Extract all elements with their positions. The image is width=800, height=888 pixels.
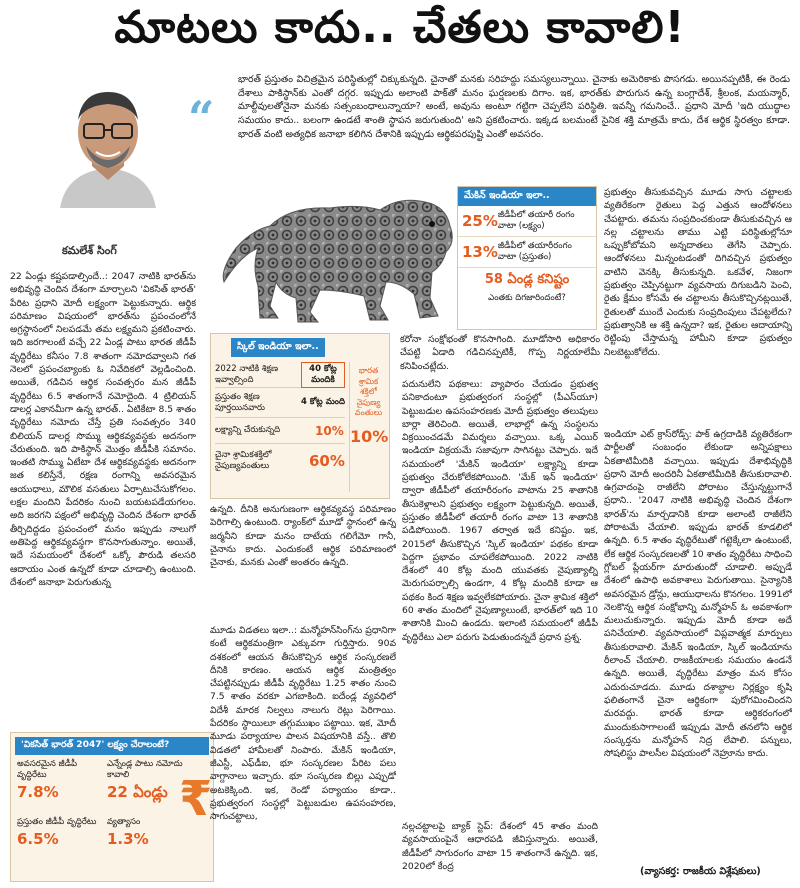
intro-paragraph: భారత్‌ ప్రస్తుతం విచిత్రమైన పరిస్థితుల్లో చిక్కుకున్నది. చైనాతో మనకు సరిహద్దు సమస్యలున్నాయి. చైనాకు అమెరికాకు పొసగడు. అయినప్పటికీ, ఈ రెండు దేశాలు పాకిస్థాన్‌కు ఎంతో దగ్గర. ఇప్పుడు అలాంటి పాక్‌తో మనం ఘర్షణలకు దిగాం. ఇక, భారత్‌కు పొరుగున ఉన్న బంగ్లాదేశ్‌, శ్రీలంక, మయన్మార్‌, మాల్దీవులతోనైనా మనకు సత్సంబంధాలున్నాయా? అంటే, అవును అంటూ గట్టిగా చెప్పలేని పరిస్థితి. ఇవన్నీ గమనించే.. ప్రధాని మోదీ 'ఇది యుద్ధాల సమయం కాదు.. బలంగా ఉండటే శాంతి స్థాపన జరుగుతుంది' అని ప్రకటించారు. ఇక్కడ బలమంటే సైనిక శక్తి మాత్రమే కాదు, దేశ ఆర్థిక స్థిరత్వం కూడా. భారత్‌ వంటి అత్యధిక జనాభా కలిగిన దేశానికి ఇప్పుడు ఆర్థికపరపుష్టి ఎంతో అవసరం.: [238, 74, 790, 140]
author-photo: [46, 80, 170, 208]
col2-bottom-text: మూడు విడతలు ఇలా..: మన్మోహన్‌సింగ్‌ను ప్రధానిగా కంటే ఆర్థికమంత్రిగా ఎక్కువగా గుర్తిస్తారు. 90వ దశకంలో ఆయన తీసుకొచ్చిన ఆర్థిక సంస్కరణలే దీనికి కారణం. ఆయన ఆర్థిక మంత్రిత్వం చేపట్టినప్పుడు జీడీపీ వృద్ధిరేటు 1.25 శాతం నుంచి 7.5 శాతం వరకూ ఎగబాకింది. ఐదేండ్ల వ్యవధిలో విదేశీ మారక నిల్వలు నాలుగు రెట్లు పెరిగాయి. పేదరికం స్థాయిలూ తగ్గుముఖం పట్టాయి. ఇక, మోదీ మూడు పర్యాయాల పాలన విషయానికి వస్తే.. తొలి విడతలో హామీలతో నింపారు. మేకిన్‌ ఇండియా, జీఎస్టీ, ఎఫ్‌డీఐ, భూ సంస్కరణల పేరిట పలు వాగ్దానాలు ఇచ్చారు. భూ సంస్కరణ బిల్లు ఎప్పుడో అటకెక్కింది. ఇక, రెండో పర్యాయం కూడా.. ప్రభుత్వరంగ సంస్థల్లో పెట్టుబడుల ఉపసంహరణ, సాగుచట్టాలు,: [210, 625, 396, 823]
viksit-required-label: అవసరమైన జీడీపీ వృద్ధిరేటు: [17, 759, 78, 780]
viksit-current-value: 6.5%: [17, 830, 59, 848]
make-in-india-question: ఎంతకు దిగజారిందంటే?: [488, 293, 566, 303]
make-in-india-target-value: 25%: [462, 212, 498, 230]
viksit-years-value: 22 ఏండ్లు: [107, 783, 168, 801]
viksit-gap-label: వ్యత్యాసం: [107, 817, 141, 827]
skill-india-achieved-label: లక్ష్యాన్ని చేరుకున్నది: [215, 425, 281, 435]
skill-india-target-value: 40 కోట్ల మందికి: [301, 362, 345, 388]
column-2: [210, 503, 396, 615]
skill-india-box: [210, 333, 390, 499]
skill-india-china-value: 60%: [309, 452, 345, 470]
column-2-bottom: [210, 624, 396, 880]
skill-india-india-label: భారత శ్రామిక శక్తిలో నైపుణ్య వంతులు: [354, 366, 383, 417]
column-2-right-top: [400, 333, 600, 373]
make-in-india-target-label: జీడీపీలో తయారీ రంగం వాటా (లక్ష్యం): [497, 210, 575, 231]
viksit-required-value: 7.8%: [17, 783, 59, 801]
column-4-bottom: [604, 428, 792, 862]
make-in-india-title: మేకిన్‌ ఇండియా ఇలా..: [458, 187, 596, 206]
make-in-india-current-value: 13%: [462, 243, 498, 261]
make-in-india-lion-icon: [210, 186, 480, 331]
make-in-india-current-label: జీడీపీలో తయారీరంగం వాటా (ప్రస్తుతం): [497, 241, 572, 262]
skill-india-trained-label: ప్రస్తుతం శిక్షణ పూర్తయినవారు: [215, 391, 265, 413]
col4-top-text: ప్రభుత్వం తీసుకువచ్చిన మూడు సాగు చట్టాలకు వ్యతిరేకంగా రైతులు పెద్ద ఎత్తున ఆందోళనలు చేపట్టారు. తమను సంప్రదించకుండా తీసుకువచ్చిన ఆ నల్ల చట్టాలను తాము ఎట్టి పరిస్థితుల్లోనూ ఒప్పుకోబోమని అన్నదాతలు తెగేసి చెప్పారు. ఆందోళనలు మిన్నంటడంతో దిగివచ్చిన ప్రభుత్వం వాటిని వెనక్కి తీసుకున్నది. ఒకవేళ, నిజంగా ప్రభుత్వం చెప్పినట్టుగా వ్యవసాయ దిగుబడిని పెంచి, రైతు క్షేమం కోసమే ఈ చట్టాలను తీసుకొచ్చినట్లయితే, రైతులతో ముందే ఎందుకు సంప్రదింపులు చేపట్టలేదు? ప్రభుత్వానికి ఆ శక్తి ఉన్నదా? ఇక, రైతుల ఆదాయాన్ని రెట్టింపు చేస్తామన్న హామీని కూడా ప్రభుత్వం నిలబెట్టుకోలేదు.: [604, 187, 792, 358]
make-in-india-box: [457, 186, 597, 330]
skill-india-india-value: 10%: [350, 426, 389, 446]
col3-bottom-text: నల్లచట్టాలపై బ్యాక్‌ స్టెప్‌: దేశంలో 45 శాతం మంది వ్యవసాయంపైనే ఆధారపడి జీవిస్తున్నారు. అయితే, జీడీపీలో సాగురంగం వాటా 15 శాతంగానే ఉన్నది. ఇక, 2020లో కేంద్ర: [402, 821, 598, 872]
viksit-bharat-box: [10, 732, 214, 882]
skill-india-achieved-value: 10%: [315, 423, 344, 438]
quote-icon: “: [188, 91, 215, 145]
viksit-years-label: ఎన్నేండ్ల పాటు నమోదు కావాలి: [107, 759, 183, 780]
column-3-bottom: [402, 820, 598, 884]
col2-mid-text: ఉన్నది. దీనికి అనుగుణంగా ఆర్థికవ్యవస్థ పరిమాణం పెరిగాల్సి ఉంటుంది. ర్యాంక్‌లో మూడో స్థానంలో ఉన్న జర్మనీని కూడా మనం దాటేయ గలిగేమో గానీ, చైనాను కాదు. ఎందుకంటే ఆర్థిక పరిమాణంలో చైనాకు, మనకు ఎంతో అంతరం ఉన్నది.: [210, 504, 396, 569]
headline: మాటలు కాదు.. చేతలు కావాలి!: [114, 2, 686, 53]
column-3: [402, 378, 598, 806]
skill-india-target-label: 2022 నాటికి శిక్షణ ఇవ్వాల్సింది: [215, 363, 278, 385]
author-name: కమలేశ్‌ సింగ్‌: [62, 244, 117, 257]
make-in-india-low: 58 ఏండ్ల కనిష్టం: [484, 272, 570, 287]
column-4-top: [604, 186, 792, 420]
col4-bottom-text: ఇండియా ఎట్‌ క్రాస్‌రోడ్స్‌: పాక్‌ ఉగ్రదాడికి వ్యతిరేకంగా పార్టీలతో సంబంధం లేకుండా అన్నిపక్షాలు ఏకతాటిమీదికి వచ్చాయి. ఇప్పుడు దేశాభివృద్ధికి ప్రధాని మోదీ అందరినీ ఏకతాటిమీదికి తీసుకురావాలి. ఉగ్రవాదంపై రాజీలేని పోరాటం చేస్తున్నట్టుగానే ప్రధాని.. '2047 నాటికి అభివృద్ధి చెందిన దేశంగా భారత్‌'ను మార్చడానికి కూడా అలాంటి రాజీలేని పోరాటమే చేయాలి. ఇప్పుడు భారత్‌ కూడలిలో ఉన్నది. 6.5 శాతం వృద్ధిరేటుతో గట్టెక్కేలా ఉంటుంటే, లేక ఆర్థిక సంస్కరణలతో 10 శాతం వృద్ధిరేటు సాధించి గ్లోబల్‌ ప్లేయర్‌గా మారుతుందో చూడాలి. అప్పుడే దేశంలో ఉపాధి అవకాశాలు పెరుగుతాయి. సైన్యానికి అవసరమైన డ్రోన్లు, ఆయుధాలను కొనగలం. 1991లో నెలకొన్న ఆర్థిక సంక్షోభాన్ని మన్మోహన్‌ ఓ అవకాశంగా మలుచుకున్నారు. ఇప్పుడు మోదీ కూడా అదే పనిచేయాలి. వ్యవసాయంలో విప్లవాత్మక మార్పులు తీసుకురావాలి. మేకిన్‌ ఇండియా, స్కిల్‌ ఇండియాను రీలాంచ్‌ చేయాలి. రాజకీయాలకు సమయం ఉండనే ఉన్నది. అయితే, వృద్ధిరేటు మాత్రం మన కోసం ఎదురుచూడదు. మూడు దశాబ్దాల నిర్లక్ష్యం కృషి ఫలితంగానే చైనా ఆర్థికంగా పురోగమించిందని మరవద్దు. భారత్‌ కూడా ఆర్థికరంగంలో ముందుకుసాగాలంటే ఇప్పుడు మోదీ తనలోని ఆర్థిక సంస్కర్తను మన్మోహన్‌ నిద్ర లేపాలి. పన్నులు, సోషలిస్టు పాలసీల విషయంలో నెహ్రూను కాదు.: [604, 429, 792, 760]
viksit-current-label: ప్రస్తుతం జీడీపీ వృద్ధిరేటు: [17, 817, 97, 827]
skill-india-title: స్కిల్‌ ఇండియా ఇలా..: [231, 338, 325, 357]
col2-top-text: కరోనా సంక్షోభంతో కొనసాగింది. మూడోసారి అధికారం చేపట్టి ఏడాది గడిచినప్పటికీ, గొప్ప నిర్ణయాలేమీ కనిపించట్లేదు.: [400, 334, 600, 372]
viksit-gap-value: 1.3%: [107, 830, 149, 848]
viksit-bharat-title: 'వికసిత్‌ భారత్‌ 2047' లక్ష్యం చేరాలంటే?: [15, 737, 209, 755]
skill-india-china-label: చైనా శ్రామికశక్తిలో నైపుణ్యవంతులు: [215, 450, 272, 471]
column-1: [10, 270, 196, 726]
col1-text: 22 ఏండ్లు కష్టపడాల్సిందే..: 2047 నాటికి భారత్‌ను అభివృద్ధి చెందిన దేశంగా మార్చాలని 'వికసిత్‌ భారత్‌' పేరిట ప్రధాని మోదీ లక్ష్యంగా పెట్టుకున్నారు. ఆర్థిక పరిమాణం విషయంలో భారత్‌ను ప్రపంచంలోనే అగ్రస్థానంలో నిలపడమే తమ లక్ష్యమని ప్రకటించారు. ఇది జరగాలంటే వచ్చే 22 ఏండ్ల పాటు భారత జీడీపీ వృద్ధిరేటు కనీసం 7.8 శాతంగా నమోదవ్వాలని గత నెలలో ప్రపంచబ్యాంకు ఓ నివేదికలో వెల్లడించింది. అయితే, గడిచిన ఆర్థిక సంవత్సరం మన జీడీపీ వృద్ధిరేటు 6.5 శాతంగానే నమోదైంది. 4 ట్రిలియన్‌ డాలర్ల ఎకానమీగా ఉన్న భారత్‌.. ఏటికేటా 8.5 శాతం వృద్ధిరేటు నమోదు చేస్తే ప్రతి సంవత్సరం 340 బిలియన్‌ డాలర్ల సొమ్ము ఆర్థికవ్యవస్థకు అదనంగా చేరుతుంది. ఇది పాకిస్థాన్‌ మొత్తం జీడీపీకి సమానం. ఇంతటి సొమ్ము ఏటేటా దేశ ఆర్థికవ్యవస్థకు అదనంగా జత కలిస్తేనే, రక్షణ రంగాన్ని అవసరమైన ఆయుధాలు, మౌలిక వసతులు ఏర్పాటుచేసుకోగలం. లక్షల మందిని పేదరికం నుంచి బయటపడేయగలం. అది జరగని పక్షంలో అభివృద్ధి చెందిన దేశంగా భారత్‌ తీర్చిదిద్దడం ప్రపంచంలో మనం ఇప్పుడు నాలుగో అతిపెద్ద ఆర్థికవ్యవస్థగా కొనసాగుతున్నాం. అయితే, ఇదే సమయంలో దేశంలో ఒక్కో పౌరుడి తలసరి ఆదాయం ఎంత ఉన్నదో కూడా చూడాల్సి ఉంటుంది. దేశంలో జనాభా పెరుగుతున్న: [10, 271, 196, 588]
rupee-icon: ₹: [179, 771, 213, 827]
author-footer: (వ్యాసకర్త: రాజకీయ విశ్లేషకులు): [640, 866, 761, 877]
col3-text: పదునులేని పథకాలు: వ్యాపారం చేయడం ప్రభుత్వ పనికాదంటూ ప్రభుత్వరంగ సంస్థల్లో (పీఎస్‌యూ) పెట్టుబడుల ఉపసంహరణకు మోదీ ప్రభుత్వం తలుపులు బార్లా తెరిచింది. అయితే, లాభాల్లో ఉన్న సంస్థలను విక్రయించడమే విమర్శలు వచ్చాయి. ఒక్క ఎయిర్‌ ఇండియా విక్రయమే సజావుగా సాగినట్టు చెప్పారు. ఇదే సమయంలో 'మేకిన్‌ ఇండియా' లక్ష్యాన్ని కూడా ప్రభుత్వం చేరుకోలేకపోయింది. 'మేక్‌ ఇన్‌ ఇండియా' ద్వారా జీడీపీలో తయారీరంగం వాటాను 25 శాతానికి తీసుకెళ్లాలని ప్రభుత్వం లక్ష్యంగా పెట్టుకున్నది. అయితే, ప్రస్తుతం జీడీపీలో తయారీ రంగం వాటా 13 శాతానికి పడిపోయింది. 1967 తర్వాత ఇదే కనిష్టం. ఇక, 2015లో తీసుకొచ్చిన 'స్కిల్‌ ఇండియా' పథకం కూడా పెద్దగా ప్రభావం చూపలేకపోయింది. 2022 నాటికి దేశంలో 40 కోట్ల మంది యువతకు నైపుణ్యాల్ని మెరుగుపర్చాల్సి ఉండగా, 4 కోట్ల మందికి కూడా ఆ పథకం కింద శిక్షణ ఇవ్వలేకపోయారు. చైనా శ్రామిక శక్తిలో 60 శాతం మందిలో నైపుణ్యాలుంటే, భారత్‌లో ఇది 10 శాతానికి మించి ఉండదు. ఇలాంటి సమయంలో జీడీపీ వృద్ధిరేటు ఎలా పరుగు పెడుతుందన్నదే ప్రధాన ప్రశ్న.: [402, 379, 598, 643]
skill-india-trained-value: 4 కోట్ల మంది: [301, 397, 345, 407]
